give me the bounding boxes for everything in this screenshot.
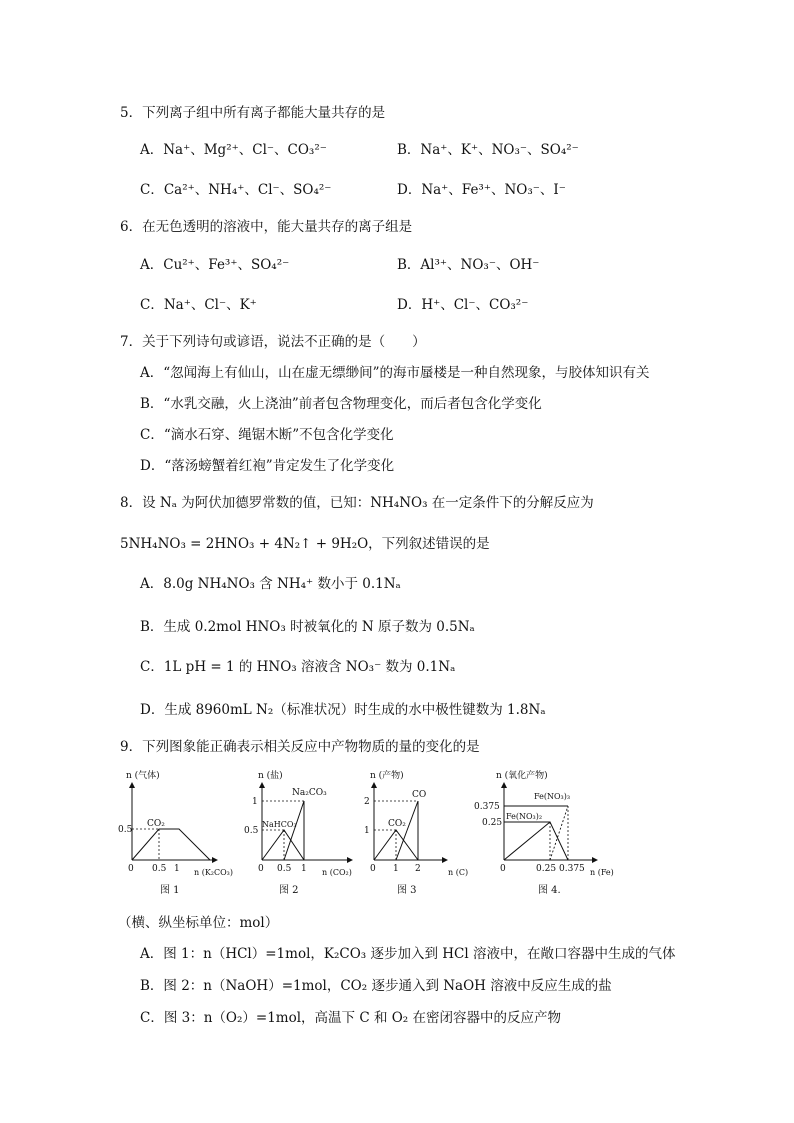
q5-option-a: A．Na⁺、Mg²⁺、Cl⁻、CO₃²⁻ xyxy=(140,142,327,158)
fig3-ytick-0: 2 xyxy=(364,797,370,807)
fig3-label-a: CO xyxy=(412,790,427,800)
q8-stem: 8．设 Nₐ 为阿伏加德罗常数的值，已知：NH₄NO₃ 在一定条件下的分解反应为 xyxy=(120,495,594,511)
q9-option-c: C．图 3：n（O₂）=1mol，高温下 C 和 O₂ 在密闭容器中的反应产物 xyxy=(140,1010,562,1026)
fig3-xtick-2: 2 xyxy=(415,864,421,874)
fig1-xtick-2: 1 xyxy=(174,864,180,874)
fig1-caption: 图 1 xyxy=(160,885,180,896)
q8-option-a: A．8.0g NH₄NO₃ 含 NH₄⁺ 数小于 0.1Nₐ xyxy=(140,576,401,592)
q5-stem: 5．下列离子组中所有离子都能大量共存的是 xyxy=(120,105,386,121)
fig2-label-a: Na₂CO₃ xyxy=(292,788,327,798)
fig4-xtick-2: 0.375 xyxy=(559,864,585,874)
q6-option-d: D．H⁺、Cl⁻、CO₃²⁻ xyxy=(397,297,529,313)
fig4-caption: 图 4. xyxy=(538,885,561,896)
fig4-xlabel: n (Fe) xyxy=(590,868,614,877)
q6-option-b: B．Al³⁺、NO₃⁻、OH⁻ xyxy=(397,257,540,273)
q7-option-a: A．“忽闻海上有仙山，山在虚无缥缈间”的海市蜃楼是一种自然现象，与胶体知识有关 xyxy=(140,365,650,381)
fig2-caption: 图 2 xyxy=(279,885,299,896)
q8-option-b: B．生成 0.2mol HNO₃ 时被氧化的 N 原子数为 0.5Nₐ xyxy=(140,619,475,635)
fig4-line-b xyxy=(504,822,568,860)
fig1-ylabel: n (气体) xyxy=(126,771,160,781)
fig4-ylabel: n (氧化产物) xyxy=(496,771,548,781)
q6-option-a: A．Cu²⁺、Fe³⁺、SO₄²⁻ xyxy=(140,257,290,273)
q9-stem: 9．下列图象能正确表示相关反应中产物物质的量的变化的是 xyxy=(120,739,480,755)
fig1-ytick: 0.5 xyxy=(118,825,133,835)
fig4-ytick-1: 0.25 xyxy=(482,818,503,828)
fig2-line-a xyxy=(262,830,304,860)
q8-equation: 5NH₄NO₃ = 2HNO₃ + 4N₂↑ + 9H₂O，下列叙述错误的是 xyxy=(120,536,490,552)
fig2-line-b xyxy=(284,801,304,860)
fig1-xlabel: n (K₂CO₃) xyxy=(194,868,234,877)
q6-stem: 6．在无色透明的溶液中，能大量共存的离子组是 xyxy=(120,219,413,235)
fig2-label-b: NaHCO₃ xyxy=(262,820,297,829)
fig2-ylabel: n (盐) xyxy=(258,771,283,781)
q8-option-c: C．1L pH = 1 的 HNO₃ 溶液含 NO₃⁻ 数为 0.1Nₐ xyxy=(140,659,456,675)
q9-figures xyxy=(112,765,712,900)
q6-option-c: C．Na⁺、Cl⁻、K⁺ xyxy=(140,297,257,313)
fig2-xtick-1: 0.5 xyxy=(277,864,292,874)
figure-3 xyxy=(364,769,468,896)
q5-option-c: C．Ca²⁺、NH₄⁺、Cl⁻、SO₄²⁻ xyxy=(140,182,332,198)
fig3-label-b: CO₂ xyxy=(388,819,406,829)
fig2-xtick-2: 1 xyxy=(301,864,307,874)
fig1-series-label: CO₂ xyxy=(147,819,165,829)
figure-1 xyxy=(118,769,233,896)
fig4-xtick-0: 0 xyxy=(500,864,506,874)
fig4-line-a xyxy=(550,806,568,860)
fig4-ytick-0: 0.375 xyxy=(474,802,500,812)
fig3-line-a xyxy=(396,801,418,860)
fig3-xlabel: n (C) xyxy=(448,868,469,877)
fig2-ytick-0: 1 xyxy=(252,797,258,807)
fig2-xtick-0: 0 xyxy=(258,864,264,874)
q9-option-b: B．图 2：n（NaOH）=1mol，CO₂ 逐步通入到 NaOH 溶液中反应生成的盐 xyxy=(140,978,612,994)
fig3-ytick-1: 1 xyxy=(364,826,370,836)
q7-stem: 7．关于下列诗句或谚语，说法不正确的是（ ） xyxy=(120,334,426,350)
q8-option-d: D．生成 8960mL N₂（标准状况）时生成的水中极性键数为 1.8Nₐ xyxy=(140,702,546,718)
q7-option-d: D．“落汤螃蟹着红袍”肯定发生了化学变化 xyxy=(140,458,395,474)
fig3-xtick-1: 1 xyxy=(393,864,399,874)
q9-units-note: （横、纵坐标单位：mol） xyxy=(118,915,279,931)
figure-2 xyxy=(244,769,352,896)
q5-option-b: B．Na⁺、K⁺、NO₃⁻、SO₄²⁻ xyxy=(397,142,579,158)
fig1-xtick-0: 0 xyxy=(128,864,134,874)
fig4-label-b: Fe(NO₃)₂ xyxy=(506,812,543,821)
q7-option-b: B．“水乳交融，火上浇油”前者包含物理变化，而后者包含化学变化 xyxy=(140,396,542,412)
q5-option-d: D．Na⁺、Fe³⁺、NO₃⁻、I⁻ xyxy=(397,182,566,198)
q7-option-c: C．“滴水石穿、绳锯木断”不包含化学变化 xyxy=(140,427,394,443)
fig1-xtick-1: 0.5 xyxy=(152,864,167,874)
figure-4 xyxy=(474,769,614,896)
fig1-line xyxy=(132,829,210,860)
fig4-xtick-1: 0.25 xyxy=(536,864,557,874)
fig3-ylabel: n (产物) xyxy=(370,771,404,781)
fig4-label-a: Fe(NO₃)₃ xyxy=(534,792,571,801)
q9-option-a: A．图 1：n（HCl）=1mol，K₂CO₃ 逐步加入到 HCl 溶液中，在敞口容器中生成的气体 xyxy=(140,946,676,962)
fig2-ytick-1: 0.5 xyxy=(244,826,259,836)
fig3-xtick-0: 0 xyxy=(370,864,376,874)
fig3-caption: 图 3 xyxy=(397,885,417,896)
fig2-xlabel: n (CO₂) xyxy=(322,868,352,877)
